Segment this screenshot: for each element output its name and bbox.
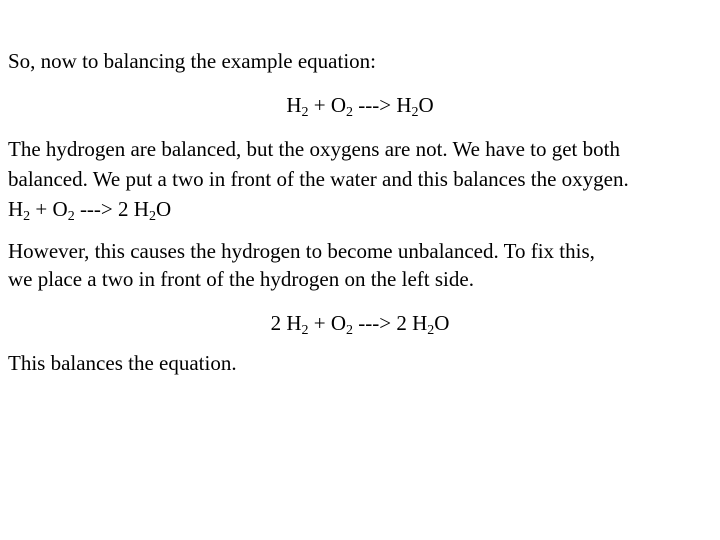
eq3-arrow-h: ---> 2 H — [353, 311, 428, 335]
eq2-arrow-h: ---> 2 H — [74, 197, 149, 221]
eq3-h: 2 H — [270, 311, 302, 335]
equation-water-balanced — [8, 196, 171, 222]
equation-initial — [0, 92, 720, 118]
paragraph-2-line-1: However, this causes the hydrogen to become unbalanced. To fix this, — [8, 239, 595, 263]
eq3-water-subscript: 2 — [427, 323, 435, 338]
eq1-h-subscript: 2 — [301, 105, 309, 120]
eq2-h-subscript: 2 — [23, 209, 31, 224]
eq2-water-o: O — [155, 197, 172, 221]
intro-text: So, now to balancing the example equation: — [8, 49, 376, 73]
eq3-o-subscript: 2 — [346, 323, 353, 338]
eq1-o-subscript: 2 — [346, 105, 353, 120]
eq1-water-subscript: 2 — [411, 105, 419, 120]
paragraph-1-line-1: The hydrogen are balanced, but the oxygens are not. We have to get both — [8, 137, 620, 161]
eq3-water-o: O — [434, 311, 450, 335]
paragraph-1-line-2: balanced. We put a two in front of the water and this balances the oxygen. — [8, 167, 629, 191]
conclusion-text: This balances the equation. — [8, 351, 237, 375]
eq3-plus-o: + O — [308, 311, 346, 335]
eq1-water-o: O — [418, 93, 434, 117]
eq1-plus-o: + O — [308, 93, 346, 117]
eq2-water-subscript: 2 — [148, 209, 156, 224]
paragraph-2-line-2: we place a two in front of the hydrogen on the left side. — [8, 267, 474, 291]
eq1-h: H — [286, 93, 302, 117]
eq2-plus-o: + O — [30, 197, 68, 221]
eq1-arrow-h: ---> H — [353, 93, 412, 117]
eq3-h-subscript: 2 — [301, 323, 309, 338]
equation-final — [0, 310, 720, 336]
eq2-h: H — [8, 197, 24, 221]
eq2-o-subscript: 2 — [67, 209, 75, 224]
